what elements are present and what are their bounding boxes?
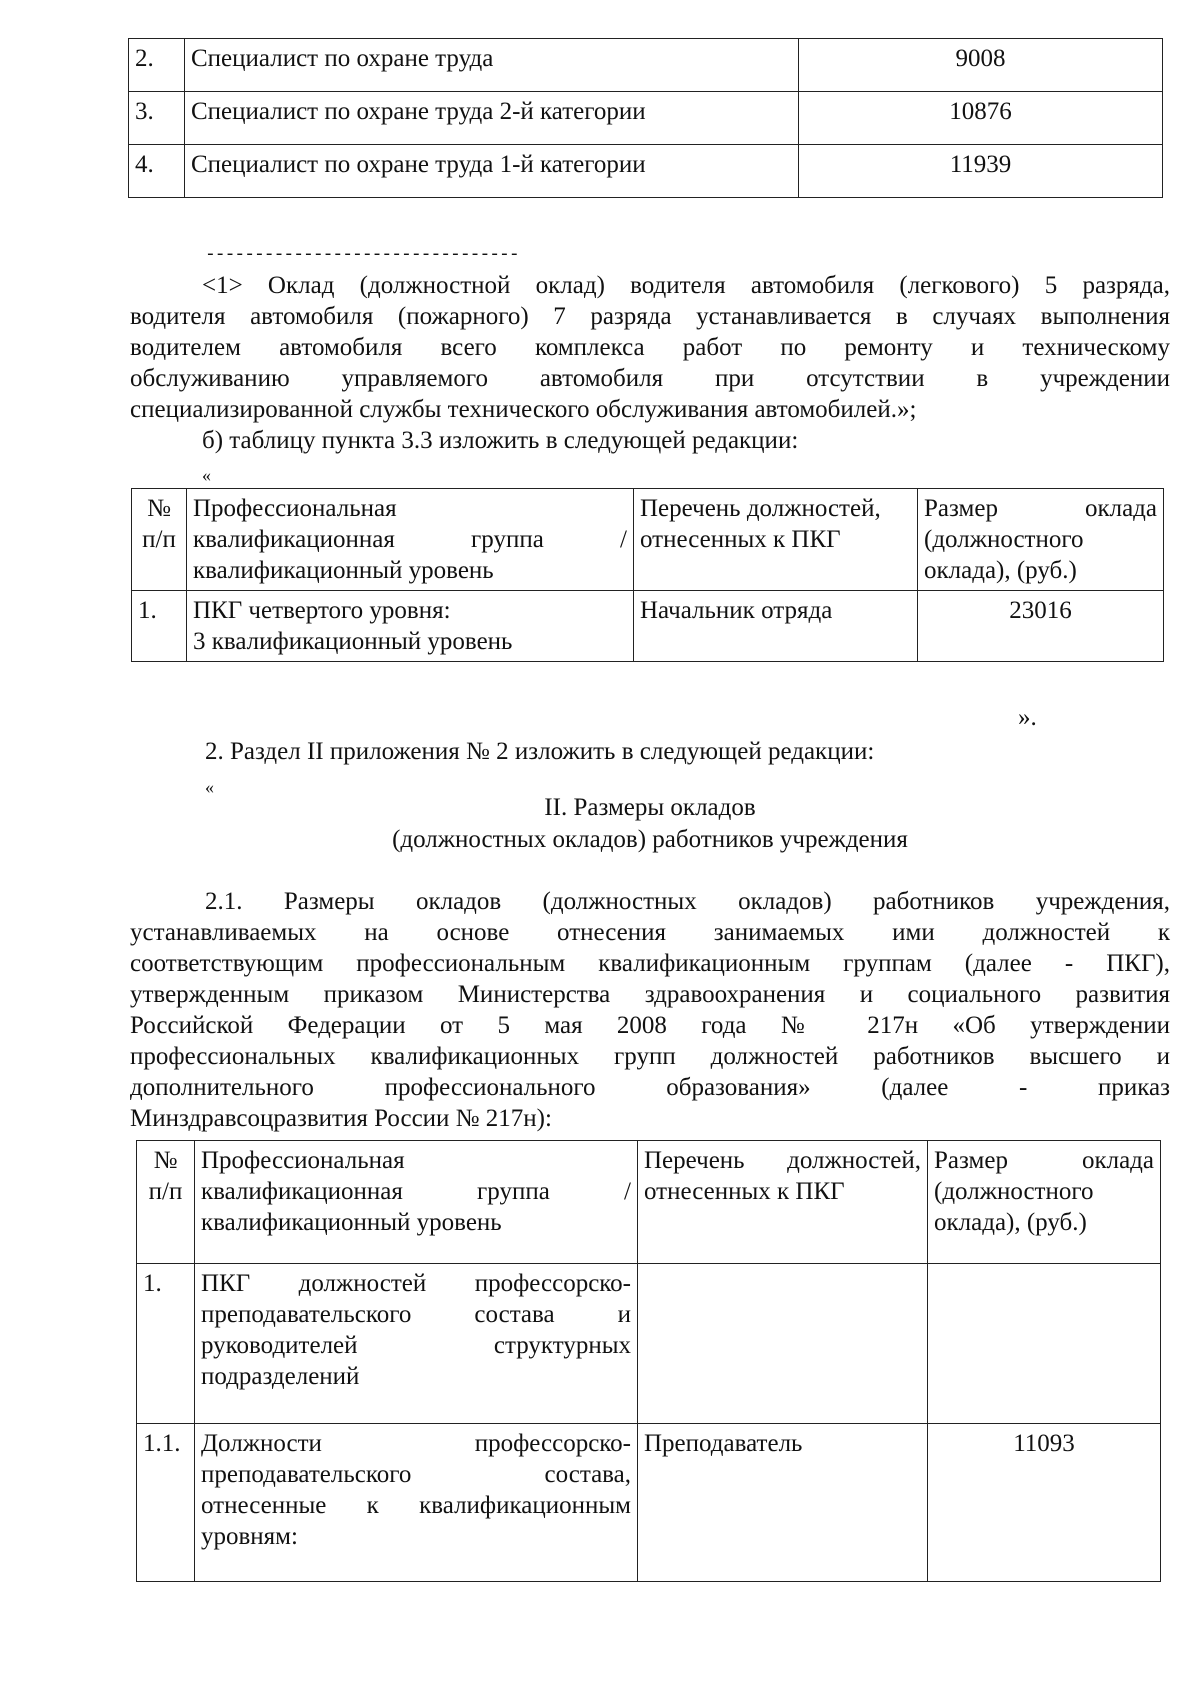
footnote-separator: -------------------------------- bbox=[205, 245, 519, 265]
header-group-line: квалификационный уровень bbox=[193, 557, 494, 584]
header-positions-line: Перечень должностей, bbox=[640, 495, 881, 522]
position-title: Специалист по охране труда 1-й категории bbox=[185, 145, 799, 198]
row-group bbox=[195, 1264, 638, 1424]
table-row bbox=[129, 92, 1163, 145]
header-salary-line: оклада), (руб.) bbox=[924, 557, 1077, 584]
table-mid bbox=[131, 488, 1164, 662]
section-title-line: (должностных окладов) работников учреждения bbox=[392, 826, 908, 853]
row-group-line: преподавательского состава, bbox=[201, 1461, 631, 1488]
header-positions-line: Перечень должностей, bbox=[644, 1147, 921, 1174]
item-2: 2. Раздел II приложения № 2 изложить в следующей редакции: bbox=[205, 738, 875, 765]
position-title: Специалист по охране труда bbox=[185, 39, 799, 92]
salary-value: 10876 bbox=[799, 92, 1163, 145]
footnote-line: <1> Оклад (должностной оклад) водителя автомобиля (легкового) 5 разряда, bbox=[202, 272, 1170, 299]
salary-value: 11093 bbox=[928, 1424, 1161, 1582]
header-num bbox=[132, 489, 187, 591]
header-positions bbox=[638, 1141, 928, 1264]
table-top bbox=[128, 38, 1163, 198]
header-group-line: квалификационная группа / bbox=[201, 1178, 631, 1205]
header-salary-line: (должностного bbox=[924, 526, 1084, 553]
footnote-line: водителя автомобиля (пожарного) 7 разряда устанавливается в случаях выполнения bbox=[130, 303, 1170, 330]
paragraph-line: дополнительного профессионального образования» (далее - приказ bbox=[130, 1074, 1170, 1101]
item-b: б) таблицу пункта 3.3 изложить в следующей редакции: bbox=[202, 427, 799, 454]
header-num-line: № bbox=[153, 1147, 178, 1174]
row-group-line: уровням: bbox=[201, 1523, 298, 1550]
row-group-line: Должности профессорско- bbox=[201, 1430, 631, 1457]
header-salary-line: (должностного bbox=[934, 1178, 1094, 1205]
row-group-line: 3 квалификационный уровень bbox=[193, 628, 513, 655]
header-num-line: п/п bbox=[142, 526, 176, 553]
table-bottom bbox=[136, 1140, 1161, 1582]
position-title: Специалист по охране труда 2-й категории bbox=[185, 92, 799, 145]
header-positions bbox=[634, 489, 918, 591]
header-num-line: п/п bbox=[148, 1178, 183, 1205]
header-salary-line: Размер оклада bbox=[934, 1147, 1154, 1174]
paragraph-line: утвержденным приказом Министерства здравоохранения и социального развития bbox=[130, 981, 1170, 1008]
row-group-line: преподавательского состава и bbox=[201, 1301, 631, 1328]
row-number: 3. bbox=[129, 92, 185, 145]
paragraph-line: Российской Федерации от 5 мая 2008 года № 217н «Об утверждении bbox=[130, 1012, 1170, 1039]
salary-value: 11939 bbox=[799, 145, 1163, 198]
footnote-line: обслуживанию управляемого автомобиля при отсутствии в учреждении bbox=[130, 365, 1170, 392]
row-positions: Начальник отряда bbox=[634, 591, 918, 662]
table-row bbox=[129, 39, 1163, 92]
row-group-line: ПКГ должностей профессорско- bbox=[201, 1270, 631, 1297]
paragraph-line: профессиональных квалификационных групп должностей работников высшего и bbox=[130, 1043, 1170, 1070]
header-salary bbox=[918, 489, 1164, 591]
quote-close: ». bbox=[1018, 704, 1037, 731]
row-number: 1.1. bbox=[137, 1424, 195, 1582]
header-group-line: Профессиональная bbox=[201, 1147, 405, 1174]
header-group-line: Профессиональная bbox=[193, 495, 397, 522]
header-salary-line: Размер оклада bbox=[924, 495, 1157, 522]
row-number: 1. bbox=[132, 591, 187, 662]
paragraph-line: соответствующим профессиональным квалификационным группам (далее - ПКГ), bbox=[130, 950, 1170, 977]
row-positions bbox=[638, 1264, 928, 1424]
row-number: 2. bbox=[129, 39, 185, 92]
row-group bbox=[195, 1424, 638, 1582]
header-salary bbox=[928, 1141, 1161, 1264]
header-num-line: № bbox=[147, 495, 171, 522]
paragraph-2-1 bbox=[130, 886, 1170, 1134]
row-group-line: руководителей структурных bbox=[201, 1332, 631, 1359]
quote-open: « bbox=[202, 465, 211, 485]
row-group-line: отнесенные к квалификационным bbox=[201, 1492, 631, 1519]
table-row bbox=[132, 591, 1164, 662]
table-header-row bbox=[132, 489, 1164, 591]
paragraph-line: 2.1. Размеры окладов (должностных окладов) работников учреждения, bbox=[205, 888, 1170, 915]
row-number: 4. bbox=[129, 145, 185, 198]
header-group-line: квалификационная группа / bbox=[193, 526, 627, 553]
row-group bbox=[187, 591, 634, 662]
paragraph-line: Минздравсоцразвития России № 217н): bbox=[130, 1105, 552, 1132]
salary-value: 9008 bbox=[799, 39, 1163, 92]
table-header-row bbox=[137, 1141, 1161, 1264]
section-title bbox=[130, 792, 1170, 856]
table-row bbox=[137, 1424, 1161, 1582]
salary-value bbox=[928, 1264, 1161, 1424]
header-num bbox=[137, 1141, 195, 1264]
header-positions-line: отнесенных к ПКГ bbox=[640, 526, 841, 553]
header-positions-line: отнесенных к ПКГ bbox=[644, 1178, 845, 1205]
paragraph-line: устанавливаемых на основе отнесения занимаемых ими должностей к bbox=[130, 919, 1170, 946]
row-group-line: ПКГ четвертого уровня: bbox=[193, 597, 451, 624]
footnote-text bbox=[130, 270, 1170, 425]
header-group bbox=[187, 489, 634, 591]
header-salary-line: оклада), (руб.) bbox=[934, 1209, 1087, 1236]
footnote-line: водителем автомобиля всего комплекса работ по ремонту и техническому bbox=[130, 334, 1170, 361]
section-title-line: II. Размеры окладов bbox=[544, 794, 756, 821]
header-group-line: квалификационный уровень bbox=[201, 1209, 502, 1236]
salary-value: 23016 bbox=[918, 591, 1164, 662]
row-positions: Преподаватель bbox=[638, 1424, 928, 1582]
table-row bbox=[137, 1264, 1161, 1424]
row-group-line: подразделений bbox=[201, 1363, 360, 1390]
header-group bbox=[195, 1141, 638, 1264]
table-row bbox=[129, 145, 1163, 198]
quote-open: « bbox=[205, 777, 214, 797]
footnote-line: специализированной службы технического обслуживания автомобилей.»; bbox=[130, 396, 917, 423]
row-number: 1. bbox=[137, 1264, 195, 1424]
